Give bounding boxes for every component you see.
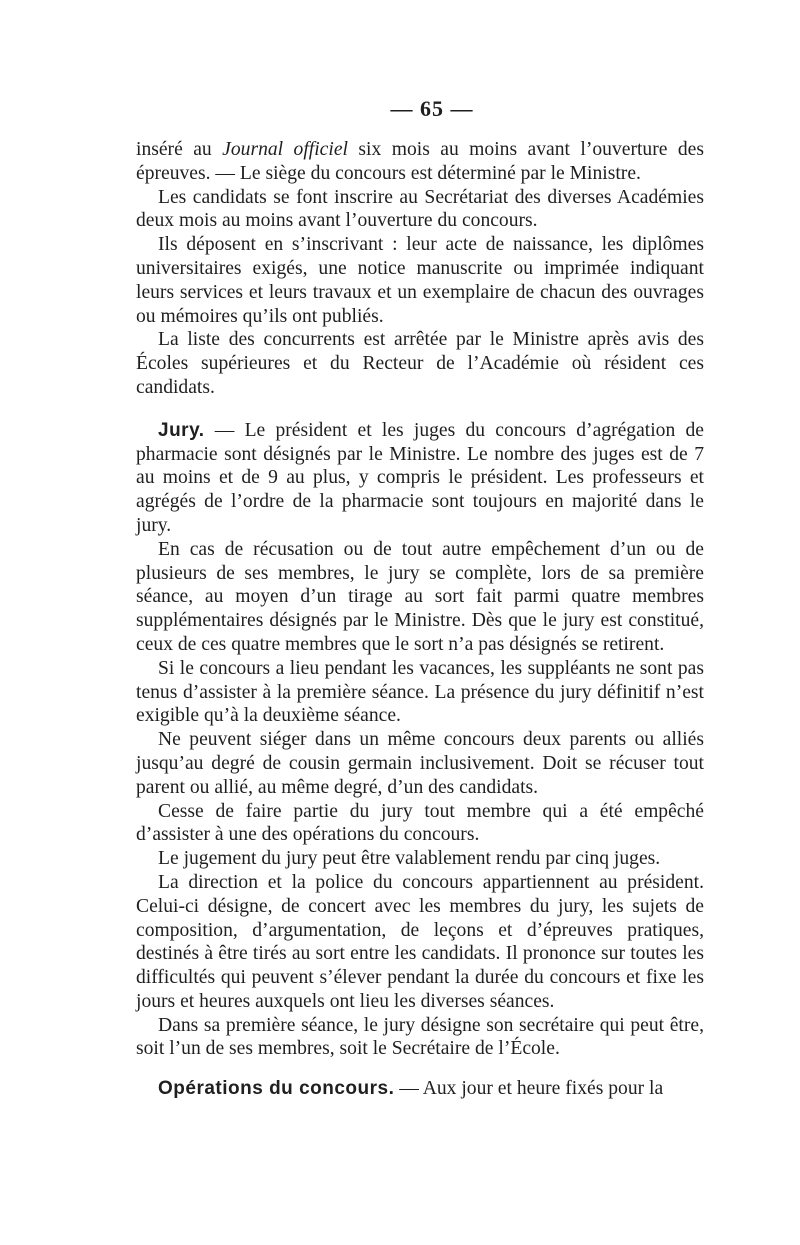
document-page [136,96,704,1101]
paragraph-suffix: six mois au moins avant l’ouverture des épreuves. — Le siège du concours est déterminé par le Ministre. [136,139,704,184]
paragraph-vacances: Si le concours a lieu pendant les vacances, les suppléants ne sont pas tenus d’assister à la première séance. La présence du jury définitif n’est exigible qu’à la deuxième séance. [136,657,704,727]
heading-separator: — [204,419,245,441]
paragraph-publication [136,138,704,186]
paragraph-parents: Ne peuvent siéger dans un même concours deux parents ou alliés jusqu’au degré de cousin germain inclusivement. Doit se récuser tout parent ou allié, au même degré, d’un des candidats. [136,729,704,798]
section-heading-jury: Jury. [158,419,205,441]
paragraph-documents: Ils déposent en s’inscrivant : leur acte de naissance, les diplômes universitaires exigés, une notice manuscrite ou imprimée indiquant leurs services et leurs travaux et un exemplaire de chacun des ouvrages ou mémoires qu’ils ont publiés. [136,234,704,327]
paragraph-recusation: En cas de récusation ou de tout autre empêchement d’un ou de plusieurs de ses membres, le jury se complète, lors de sa première séance, au moyen d’un tirage au sort fait parmi quatre membres supplémentaires désignés par le Ministre. Dès que le jury est constitué, ceux de ces quatre membres que le sort n’a pas désignés se retirent. [136,538,704,655]
journal-title: Journal officiel [222,139,348,160]
paragraph-candidates-list: La liste des concurrents est arrêtée par le Ministre après avis des Écoles supérieures et du Recteur de l’Académie où résident ces candidats. [136,329,704,398]
paragraph-direction: La direction et la police du concours appartiennent au président. Celui-ci désigne, de concert avec les membres du jury, les sujets de composition, d’argumentation, de leçons et d’épreuves pratiques, destinés à être tirés au sort entre les candidats. Il prononce sur toutes les difficultés qui peuvent s’élever pendant la durée du concours et fixe les jours et heures auxquels ont lieu les diverses séances. [136,871,704,1012]
paragraph-jury-text: Le président et les juges du concours d’agrégation de pharmacie sont désignés par le Ministre. Le nombre des juges est de 7 au moins et de 9 au plus, y compris le président. Les professeurs et agrégés de l’ordre de la pharmacie sont toujours en majorité dans le jury. [136,419,704,536]
heading-separator: — [394,1078,423,1100]
paragraph-operations [136,1077,704,1101]
paragraph-secretaire: Dans sa première séance, le jury désigne son secrétaire qui peut être, soit l’un de ses membres, soit le Secrétaire de l’École. [136,1014,704,1060]
paragraph-jugement: Le jugement du jury peut être valablement rendu par cinq juges. [158,848,661,870]
paragraph-prefix: inséré au [136,139,223,160]
section-heading-operations: Opérations du concours. [158,1078,395,1100]
paragraph-absence: Cesse de faire partie du jury tout membre qui a été empêché d’assister à une des opérations du concours. [136,800,704,846]
page-number: — 65 — [390,96,474,121]
paragraph-operations-text: Aux jour et heure fixés pour la [422,1078,664,1100]
paragraph-registration: Les candidats se font inscrire au Secrétariat des diverses Académies deux mois au moins avant l’ouverture du concours. [136,186,704,232]
paragraph-jury [136,419,704,538]
